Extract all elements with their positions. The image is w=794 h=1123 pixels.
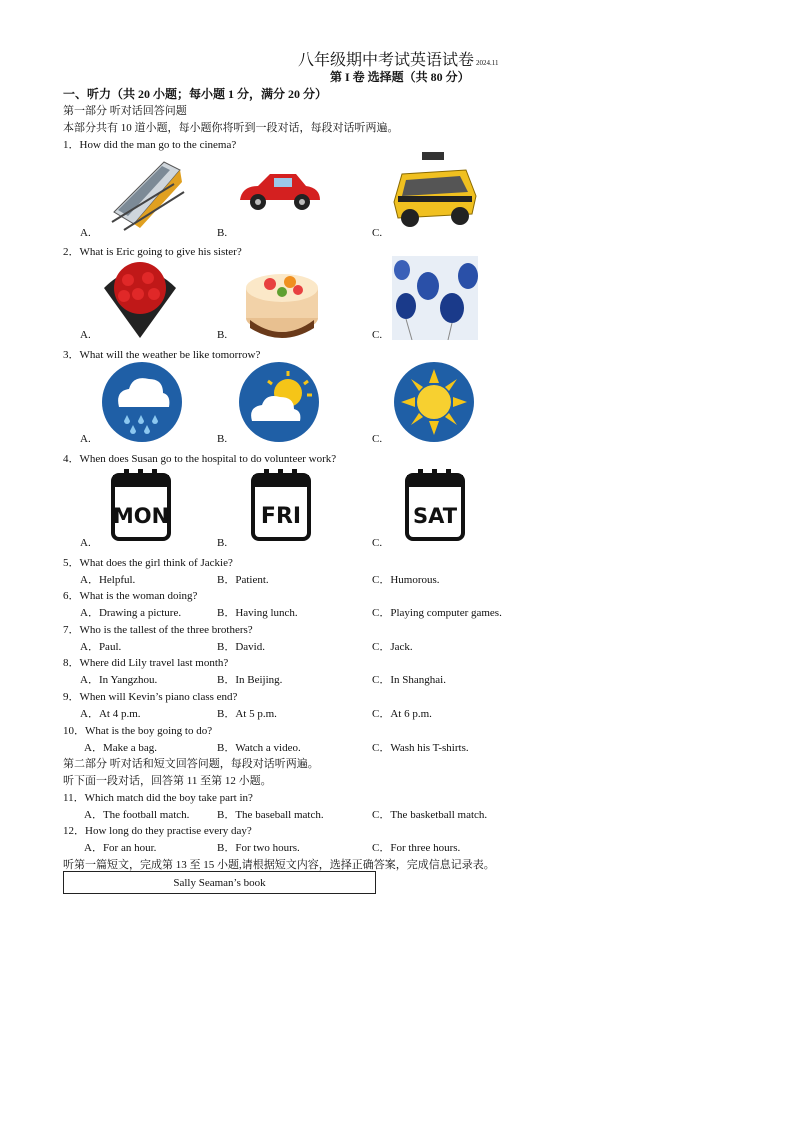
option-11a: A．The football match.	[84, 809, 190, 821]
option-9a: A．At 4 p.m.	[80, 708, 141, 720]
option-6a: A．Drawing a picture.	[80, 607, 182, 619]
rain-icon	[101, 361, 183, 443]
question-10: 10．What is the boy going to do?	[63, 725, 213, 737]
option-6c: C．Playing computer games.	[372, 607, 502, 619]
option-7a: A．Paul.	[80, 641, 122, 653]
question-8: 8．Where did Lily travel last month?	[63, 657, 229, 669]
part1-instructions: 本部分共有 10 道小题，每小题你将听到一段对话，每段对话听两遍。	[63, 122, 399, 134]
calendar-fri-icon	[250, 467, 312, 543]
option-10c: C．Wash his T-shirts.	[372, 742, 469, 754]
train-icon	[104, 152, 186, 232]
option-4c: C.	[372, 537, 383, 549]
option-7c: C．Jack.	[372, 641, 413, 653]
option-5b: B．Patient.	[217, 574, 269, 586]
option-6b: B．Having lunch.	[217, 607, 298, 619]
passage-instructions: 听第一篇短文，完成第 13 至 15 小题,请根据短文内容，选择正确答案，完成信息记录表。	[63, 859, 495, 871]
taxi-icon	[388, 150, 480, 232]
option-8b: B．In Beijing.	[217, 674, 283, 686]
option-11b: B．The baseball match.	[217, 809, 324, 821]
option-1b: B.	[217, 227, 228, 239]
option-12a: A．For an hour.	[84, 842, 157, 854]
calendar-mon-icon	[110, 467, 172, 543]
calendar-sat-icon	[404, 467, 466, 543]
section-title: 一、听力（共 20 小题；每小题 1 分，满分 20 分）	[63, 87, 328, 101]
question-9: 9．When will Kevin’s piano class end?	[63, 691, 238, 703]
option-2b: B.	[217, 329, 228, 341]
question-1: 1．How did the man go to the cinema?	[63, 139, 237, 151]
option-7b: B．David.	[217, 641, 265, 653]
option-10a: A．Make a bag.	[84, 742, 158, 754]
flowers-icon	[98, 258, 182, 340]
option-8c: C．In Shanghai.	[372, 674, 446, 686]
sun-icon	[393, 361, 475, 443]
exam-date: 2024.11	[476, 59, 499, 67]
option-9b: B．At 5 p.m.	[217, 708, 277, 720]
question-5: 5．What does the girl think of Jackie?	[63, 557, 233, 569]
calendar-day-label: SAT	[412, 504, 458, 528]
part2-intro: 听下面一段对话，回答第 11 至第 12 小题。	[63, 775, 272, 787]
question-6: 6．What is the woman doing?	[63, 590, 198, 602]
option-12c: C．For three hours.	[372, 842, 461, 854]
option-10b: B．Watch a video.	[217, 742, 301, 754]
option-2c: C.	[372, 329, 383, 341]
question-7: 7．Who is the tallest of the three brothers?	[63, 624, 253, 636]
balloons-icon	[392, 256, 478, 340]
question-12: 12．How long do they practise every day?	[63, 825, 252, 837]
calendar-day-label: FRI	[260, 504, 302, 529]
exam-title: 八年级期中考试英语试卷 2024.11	[298, 52, 499, 69]
cake-icon	[240, 258, 324, 340]
partly-cloudy-icon	[238, 361, 320, 443]
info-table-header: Sally Seaman’s book	[63, 871, 376, 894]
option-2a: A.	[80, 329, 91, 341]
question-2: 2．What is Eric going to give his sister?	[63, 246, 242, 258]
part1-title: 第一部分 听对话回答问题	[63, 105, 187, 117]
option-1a: A.	[80, 227, 91, 239]
option-4a: A.	[80, 537, 91, 549]
question-4: 4．When does Susan go to the hospital to do volunteer work?	[63, 453, 337, 465]
option-8a: A．In Yangzhou.	[80, 674, 158, 686]
question-3: 3．What will the weather be like tomorrow?	[63, 349, 261, 361]
option-3a: A.	[80, 433, 91, 445]
car-icon	[236, 168, 324, 216]
option-3c: C.	[372, 433, 383, 445]
option-11c: C．The basketball match.	[372, 809, 488, 821]
option-1c: C.	[372, 227, 383, 239]
option-9c: C．At 6 p.m.	[372, 708, 432, 720]
option-4b: B.	[217, 537, 228, 549]
calendar-day-label: MON	[112, 504, 170, 528]
option-3b: B.	[217, 433, 228, 445]
option-5c: C．Humorous.	[372, 574, 440, 586]
part2-title: 第二部分 听对话和短文回答问题，每段对话听两遍。	[63, 758, 319, 770]
question-11: 11．Which match did the boy take part in?	[63, 792, 253, 804]
option-5a: A．Helpful.	[80, 574, 136, 586]
option-12b: B．For two hours.	[217, 842, 300, 854]
paper-part-title: 第 I 卷 选择题（共 80 分）	[330, 70, 470, 84]
